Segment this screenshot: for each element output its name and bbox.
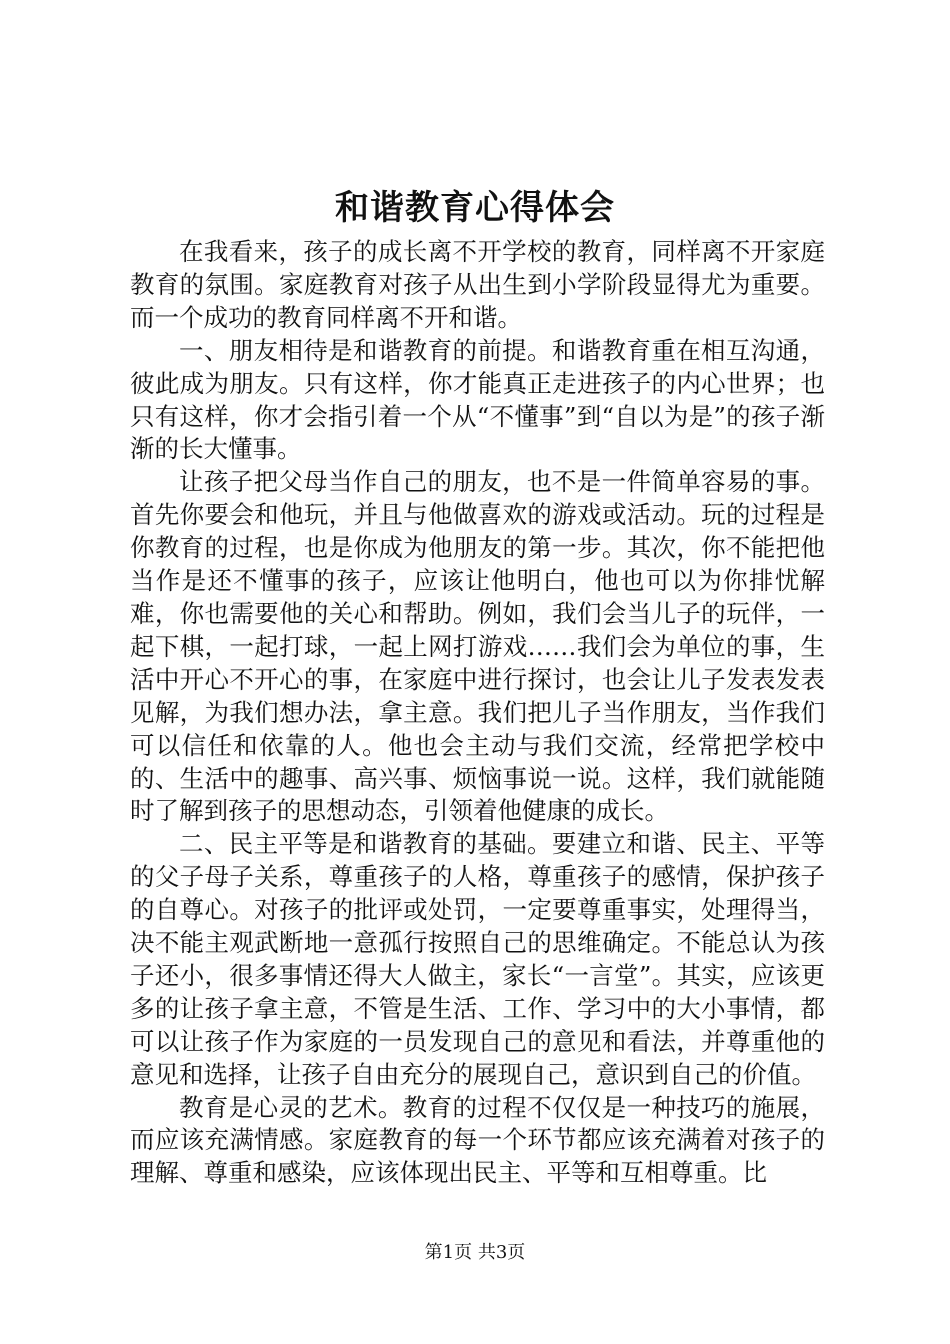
paragraph-section-two: 二、民主平等是和谐教育的基础。要建立和谐、民主、平等的父子母子关系，尊重孩子的人格，尊重孩子的感情，保护孩子的自尊心。对孩子的批评或处罚，一定要尊重事实，处理得当，决不能主观武断地一意孤行按照自己的思维确定。不能总认为孩子还小，很多事情还得大人做主，家长“一言堂”。其实，应该更多的让孩子拿主意，不管是生活、工作、学习中的大小事情，都可以让孩子作为家庭的一员发现自己的意见和看法，并尊重他的意见和选择，让孩子自由充分的展现自己，意识到自己的价值。 bbox=[130, 829, 825, 1089]
document-body bbox=[130, 236, 825, 1190]
paragraph-art-of-education: 教育是心灵的艺术。教育的过程不仅仅是一种技巧的施展，而应该充满情感。家庭教育的每一个环节都应该充满着对孩子的理解、尊重和感染，应该体现出民主、平等和互相尊重。比 bbox=[130, 1092, 825, 1188]
document-title: 和谐教育心得体会 bbox=[335, 188, 615, 228]
paragraph-friends: 让孩子把父母当作自己的朋友，也不是一件简单容易的事。首先你要会和他玩，并且与他做喜欢的游戏或活动。玩的过程是你教育的过程，也是你成为他朋友的第一步。其次，你不能把他当作是还不懂事的孩子，应该让他明白，他也可以为你排忧解难，你也需要他的关心和帮助。例如，我们会当儿子的玩伴，一起下棋，一起打球，一起上网打游戏……我们会为单位的事，生活中开心不开心的事，在家庭中进行探讨，也会让儿子发表发表见解，为我们想办法，拿主意。我们把儿子当作朋友，当作我们可以信任和依靠的人。他也会主动与我们交流，经常把学校中的、生活中的趣事、高兴事、烦恼事说一说。这样，我们就能随时了解到孩子的思想动态，引领着他健康的成长。 bbox=[130, 467, 825, 826]
paragraph-section-one: 一、朋友相待是和谐教育的前提。和谐教育重在相互沟通，彼此成为朋友。只有这样，你才能真正走进孩子的内心世界；也只有这样，你才会指引着一个从“不懂事”到“自以为是”的孩子渐渐的长大懂事。 bbox=[130, 335, 825, 464]
paragraph-intro: 在我看来，孩子的成长离不开学校的教育，同样离不开家庭教育的氛围。家庭教育对孩子从出生到小学阶段显得尤为重要。而一个成功的教育同样离不开和谐。 bbox=[130, 237, 825, 332]
page-number-footer: 第1页 共3页 bbox=[424, 1242, 526, 1263]
